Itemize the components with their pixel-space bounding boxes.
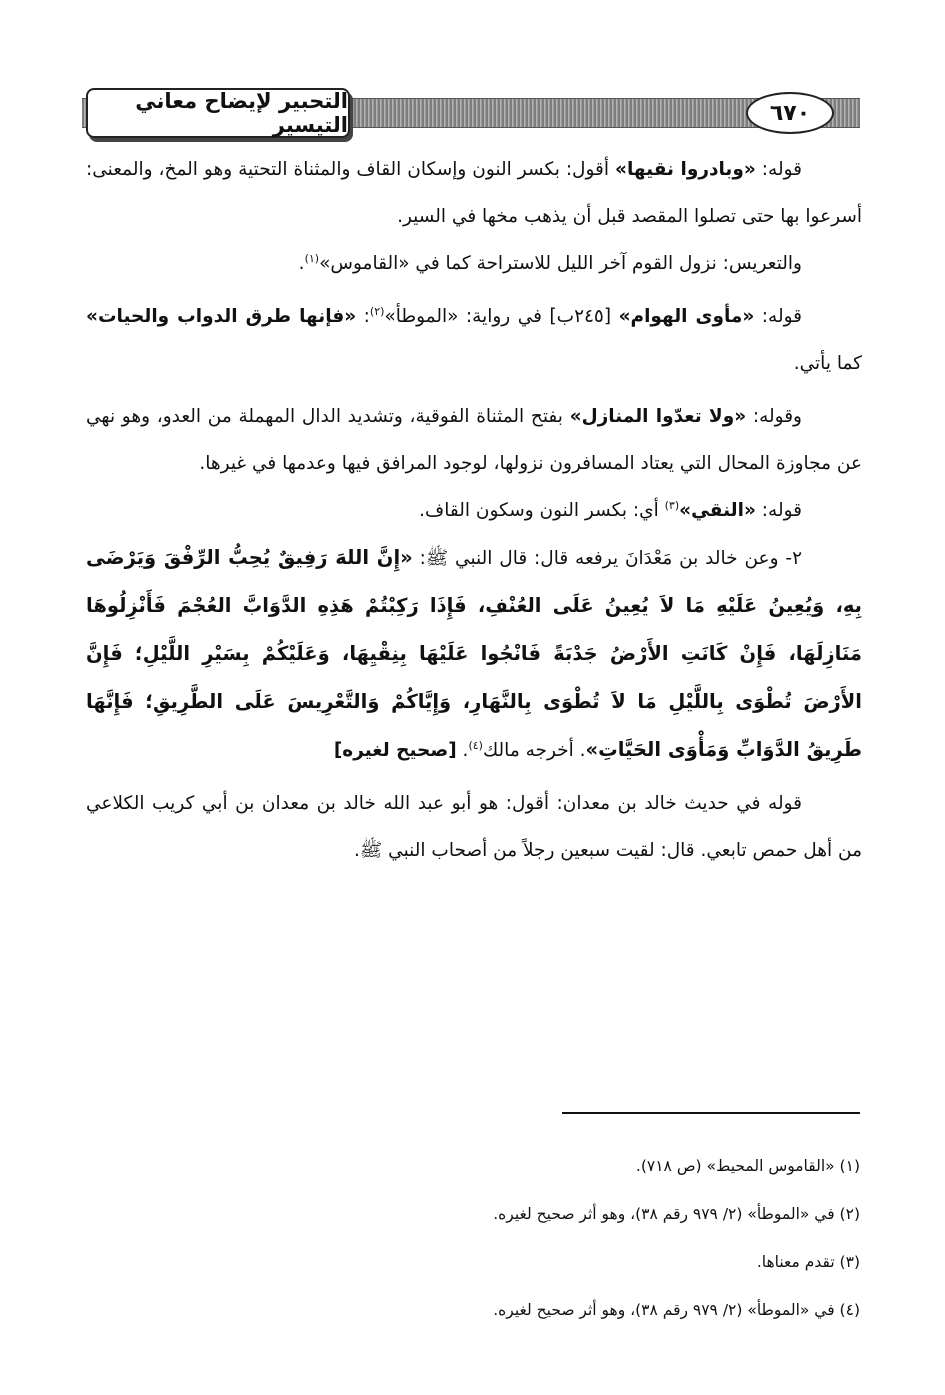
footnote-ref: (٢) bbox=[369, 304, 385, 318]
text-run: أي: بكسر النون وسكون القاف. bbox=[419, 500, 665, 521]
footnote-separator bbox=[562, 1112, 860, 1114]
text-run: . bbox=[456, 740, 469, 761]
footnote-ref: (٣) bbox=[664, 498, 680, 512]
paragraph-3 bbox=[86, 293, 862, 387]
footnote-2: (٢) في «الموطأ» (٢/ ٩٧٩ رقم ٣٨)، وهو أثر صحيح لغيره. bbox=[493, 1205, 860, 1223]
footnote-ref: (١) bbox=[304, 251, 320, 265]
hadith-text: «إِنَّ اللهَ رَفِيقٌ يُحِبُّ الرِّفْقَ وَيَرْضَى بِهِ، وَيُعِينُ عَلَيْهِ مَا لاَ يُعِينُ عَلَى العُنْفِ، فَإِذَا رَكِبْتُمْ هَذِهِ الدَّوَابَّ العُجْمَ فَأَنْزِلُوهَا مَنَازِلَهَا، فَإِنْ كَانَتِ الأَرْضُ جَدْبَةً فَانْجُوا عَلَيْهَا بِنِقْيِهَا، وَعَلَيْكُمْ بِسَيْرِ اللَّيْلِ؛ فَإِنَّ الأَرْضَ تُطْوَى بِاللَّيْلِ مَا لاَ تُطْوَى بِالنَّهَارِ، وَإِيَّاكُمْ وَالتَّعْرِيسَ عَلَى الطَّرِيقِ؛ فَإِنَّهَا طَرِيقُ الدَّوَابِّ وَمَأْوَى الحَيَّاتِ» bbox=[86, 546, 862, 761]
hadith-grade: [صحيح لغيره] bbox=[333, 740, 457, 761]
book-title: التحبير لإيضاح معاني التيسير bbox=[86, 88, 350, 138]
text-run: بفتح المثناة الفوقية، وتشديد الدال المهملة من العدو، وهو نهي عن مجاوزة المحال التي يعتاد المسافرون نزولها، لوجود المرافق فيها وعدمها في غيرها. bbox=[86, 406, 862, 474]
paragraph-2 bbox=[86, 240, 862, 287]
text-run: والتعريس: نزول القوم آخر الليل للاستراحة كما في «القاموس» bbox=[319, 253, 802, 274]
footnote-4: (٤) في «الموطأ» (٢/ ٩٧٩ رقم ٣٨)، وهو أثر صحيح لغيره. bbox=[493, 1301, 860, 1319]
paragraph-1 bbox=[86, 146, 862, 240]
text-run: كما يأتي. bbox=[793, 353, 862, 374]
paragraph-6 bbox=[86, 534, 862, 774]
footnote-ref: (٤) bbox=[468, 738, 483, 752]
text-run: قوله في حديث خالد بن معدان: أقول: هو أبو عبد الله خالد بن معدان بن أبي كريب الكلاعي من أهل حمص تابعي. قال: لقيت سبعين رجلاً من أصحاب النبي ﷺ. bbox=[86, 793, 862, 861]
paragraph-5 bbox=[86, 487, 862, 534]
text-run: ٢- وعن خالد بن مَعْدَانَ يرفعه قال: قال النبي ﷺ: bbox=[412, 548, 802, 569]
main-text bbox=[86, 146, 862, 874]
text-run: : bbox=[356, 306, 370, 327]
page-header bbox=[82, 86, 860, 140]
text-run: قوله: bbox=[754, 306, 802, 327]
text-run: قوله: bbox=[755, 159, 802, 180]
quoted-phrase: «وبادروا نقيها» bbox=[615, 159, 756, 180]
quoted-phrase: «ولا تعدّوا المنازل» bbox=[569, 406, 747, 427]
text-run: وقوله: bbox=[746, 406, 802, 427]
quoted-phrase: «النقي» bbox=[679, 500, 756, 521]
text-run: . bbox=[298, 253, 305, 274]
footnotes bbox=[86, 1142, 860, 1334]
paragraph-4 bbox=[86, 393, 862, 487]
text-run: قوله: bbox=[755, 500, 802, 521]
footnote-3: (٣) تقدم معناها. bbox=[756, 1253, 860, 1271]
quoted-phrase: «فإنها طرق الدواب والحيات» bbox=[86, 306, 357, 327]
paragraph-7 bbox=[86, 780, 862, 874]
quoted-phrase: «مأوى الهوام» bbox=[618, 306, 755, 327]
text-run: أقول: بكسر النون وإسكان القاف والمثناة التحتية وهو المخ، والمعنى: أسرعوا بها حتى تصلوا المقصد قبل أن يذهب مخها في السير. bbox=[86, 159, 862, 227]
text-run: [٢٤٥ب] في رواية: «الموطأ» bbox=[384, 306, 619, 327]
page-number: ٦٧٠ bbox=[746, 92, 834, 134]
footnote-1: (١) «القاموس المحيط» (ص ٧١٨). bbox=[635, 1157, 860, 1175]
text-run: . أخرجه مالك bbox=[482, 740, 586, 761]
